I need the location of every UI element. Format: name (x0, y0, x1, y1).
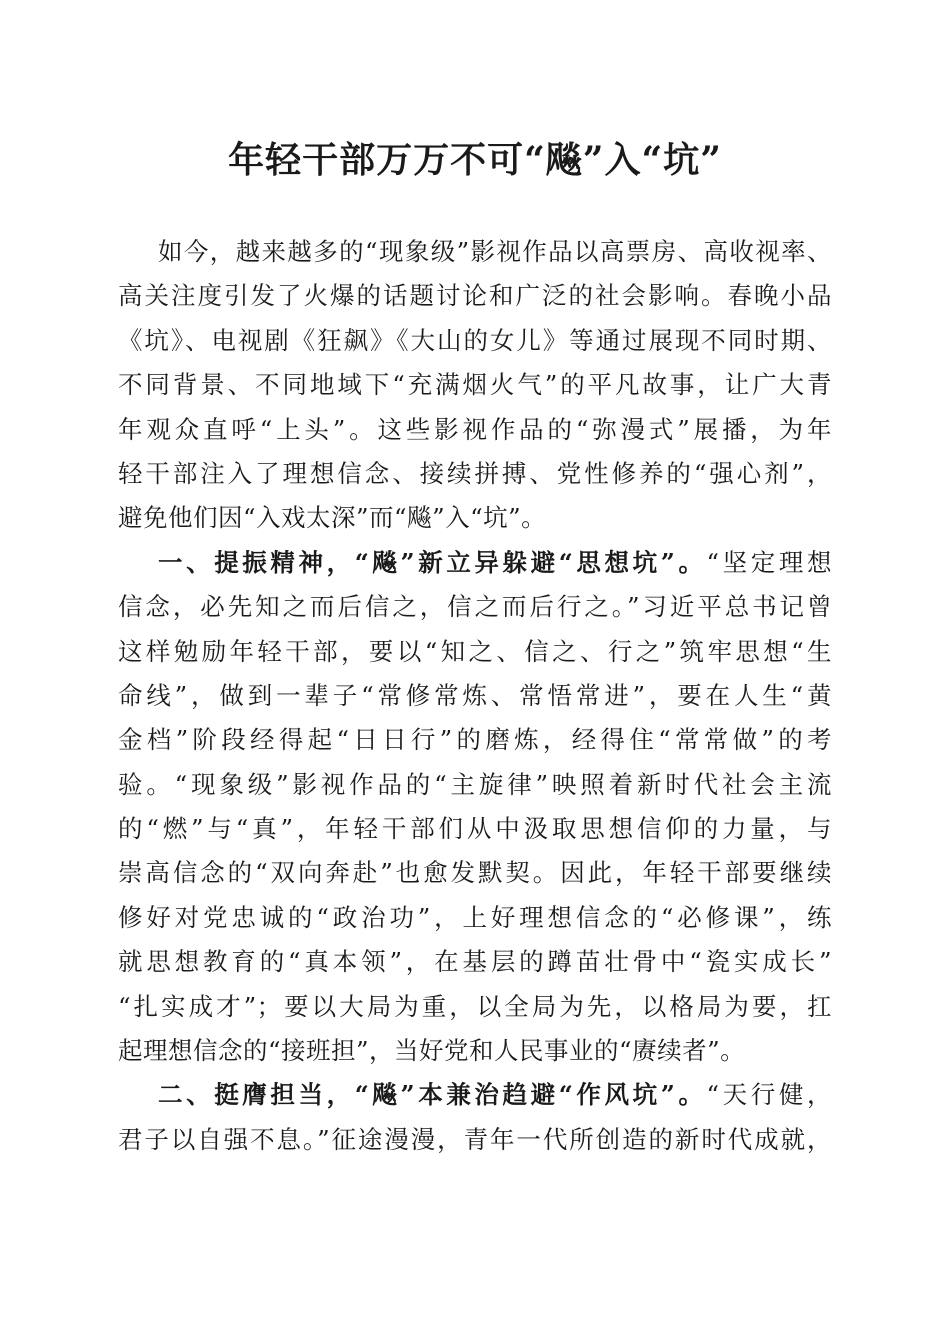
section-first-line (118, 1073, 832, 1117)
section-text: “坚定理想 (706, 547, 832, 577)
text-line: 起理想信念的“接班担”，当好党和人民事业的“赓续者”。 (118, 1036, 746, 1066)
text-line: 命线”，做到一辈子“常修常炼、常悟常进”，要在人生“黄 (118, 680, 832, 710)
section-heading: 一、提振精神，“飚”新立异躲避“思想坑”。 (158, 547, 707, 577)
text-line: 君子以自强不息。”征途漫漫，青年一代所创造的新时代成就， (118, 1124, 832, 1154)
text-line: 避免他们因“入戏太深”而“飚”入“坑”。 (118, 503, 547, 533)
text-line: 轻干部注入了理想信念、接续拼搏、党性修养的“强心剂”， (118, 458, 832, 488)
text-line: 就思想教育的“真本领”，在基层的蹲苗壮骨中“瓷实成长” (118, 947, 832, 977)
section-first-line (118, 541, 832, 585)
paragraph-section-one (118, 541, 832, 1074)
text-line: 的“燃”与“真”，年轻干部们从中汲取思想信仰的力量，与 (118, 814, 832, 844)
text-line: 金档”阶段经得起“日日行”的磨炼，经得住“常常做”的考 (118, 725, 832, 755)
text-line: 信念，必先知之而后信之，信之而后行之。”习近平总书记曾 (118, 592, 832, 622)
text-line: 如今，越来越多的“现象级”影视作品以高票房、高收视率、 (158, 237, 832, 266)
document-body (118, 230, 832, 1162)
text-line: 修好对党忠诚的“政治功”，上好理想信念的“必修课”，练 (118, 902, 832, 932)
text-line: 这样勉励年轻干部，要以“知之、信之、行之”筑牢思想“生 (118, 636, 832, 666)
text-line: 年观众直呼“上头”。这些影视作品的“弥漫式”展播，为年 (118, 414, 832, 444)
paragraph-section-two (118, 1073, 832, 1162)
section-text: “天行健， (706, 1080, 832, 1110)
text-line: 不同背景、不同地域下“充满烟火气”的平凡故事，让广大青 (118, 370, 832, 400)
text-line: 高关注度引发了火爆的话题讨论和广泛的社会影响。春晚小品 (118, 281, 832, 311)
paragraph-intro (118, 230, 832, 541)
document-title: 年轻干部万万不可“飚”入“坑” (228, 139, 722, 181)
text-line: 崇高信念的“双向奔赴”也愈发默契。因此，年轻干部要继续 (118, 858, 832, 888)
text-line: “扎实成才”；要以大局为重，以全局为先，以格局为要，扛 (118, 991, 832, 1021)
text-line: 验。“现象级”影视作品的“主旋律”映照着新时代社会主流 (118, 769, 832, 799)
section-heading: 二、挺膺担当，“飚”本兼治趋避“作风坑”。 (158, 1080, 707, 1110)
text-line: 《坑》、电视剧《狂飙》《大山的女儿》等通过展现不同时期、 (118, 325, 832, 355)
